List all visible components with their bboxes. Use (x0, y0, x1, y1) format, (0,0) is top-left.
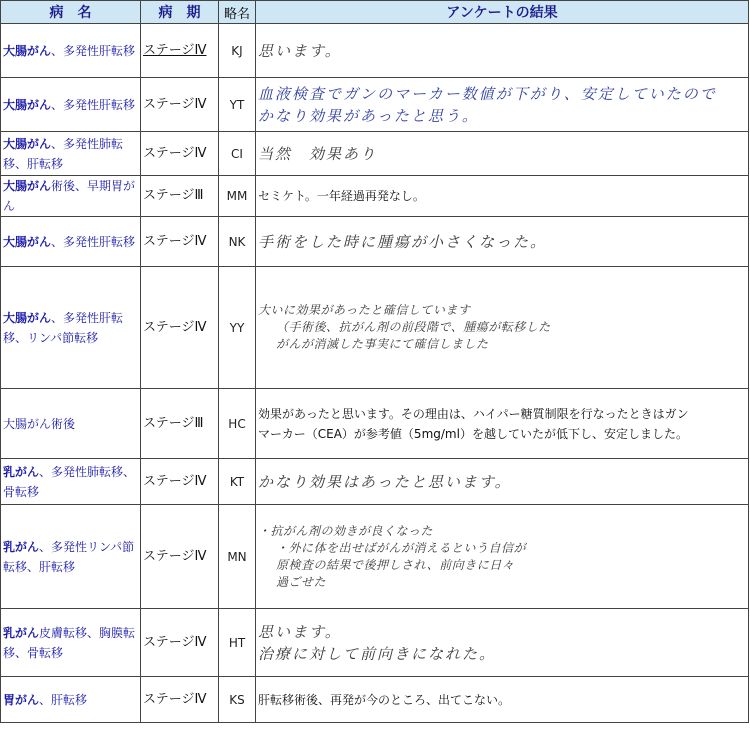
answer-line: ・抗がん剤の効きが良くなった (258, 523, 434, 538)
header-result: アンケートの結果 (256, 1, 749, 24)
disease-main: 大腸がん (3, 43, 52, 58)
disease-main: 大腸がん (3, 310, 52, 325)
answer-cell (256, 505, 749, 609)
disease-cell (1, 176, 141, 217)
disease-cell (1, 677, 141, 723)
abbr-cell: KS (219, 677, 256, 723)
answer-cell (256, 677, 749, 723)
answer-cell (256, 78, 749, 132)
answer-cell (256, 609, 749, 677)
disease-main: 大腸がん (3, 234, 52, 249)
header-row (1, 1, 749, 24)
table-row (1, 24, 749, 78)
answer-line: マーカー（CEA）が参考値（5mg/ml）を越していたが低下し、安定しました。 (258, 426, 688, 441)
answer-cell (256, 176, 749, 217)
answer-line: 思います。 (258, 622, 342, 641)
disease-cell (1, 609, 141, 677)
answer-cell (256, 267, 749, 389)
table-row (1, 132, 749, 176)
answer-line: 当然 効果あり (258, 144, 378, 163)
stage-cell: ステージⅣ (141, 217, 219, 267)
table-row (1, 176, 749, 217)
stage-cell: ステージⅢ (141, 389, 219, 459)
stage-cell: ステージⅣ (141, 677, 219, 723)
disease-cell (1, 505, 141, 609)
disease-main: 乳がん (3, 539, 40, 554)
header-disease: 病 名 (1, 1, 141, 24)
abbr-cell: YY (219, 267, 256, 389)
answer-line: かなり効果があったと思う。 (258, 106, 479, 125)
disease-cell (1, 389, 141, 459)
table-row (1, 677, 749, 723)
disease-detail: 、肝転移 (39, 692, 88, 707)
answer-line: 治療に対して前向きになれた。 (258, 644, 497, 663)
answer-line: 効果があったと思います。その理由は、ハイパー糖質制限を行なったときはガン (258, 406, 689, 421)
answer-line: 原検査の結果で後押しされ、前向きに日々 (276, 557, 515, 572)
stage-cell: ステージⅣ (141, 505, 219, 609)
table-row (1, 505, 749, 609)
disease-detail: 、多発性肺転移、骨転移 (3, 464, 136, 499)
table-row (1, 78, 749, 132)
disease-cell (1, 267, 141, 389)
stage-cell: ステージⅢ (141, 176, 219, 217)
answer-line: かなり効果はあったと思います。 (258, 472, 512, 491)
answer-cell (256, 389, 749, 459)
stage-cell: ステージⅣ (141, 132, 219, 176)
disease-cell (1, 459, 141, 505)
answer-line: 大いに効果があったと確信しています (258, 303, 471, 317)
answer-line: （手術後、抗がん剤の前段階で、腫瘍が転移した (276, 320, 551, 334)
stage-cell: ステージⅣ (141, 459, 219, 505)
disease-main: 大腸がん (3, 136, 52, 151)
answer-line: がんが消滅した事実にて確信しました (276, 337, 489, 351)
stage-cell: ステージⅣ (141, 609, 219, 677)
abbr-cell: HT (219, 609, 256, 677)
disease-main: 胃がん (3, 692, 40, 707)
disease-cell (1, 24, 141, 78)
table-row (1, 267, 749, 389)
table-row (1, 389, 749, 459)
answer-cell (256, 217, 749, 267)
abbr-cell: MM (219, 176, 256, 217)
disease-cell (1, 217, 141, 267)
abbr-cell: MN (219, 505, 256, 609)
disease-main: 乳がん (3, 464, 40, 479)
disease-detail: 、多発性肺転移、肝転移 (3, 136, 124, 171)
answer-line: 思います。 (258, 41, 342, 60)
answer-cell (256, 24, 749, 78)
answer-cell (256, 132, 749, 176)
abbr-cell: KJ (219, 24, 256, 78)
header-abbr: 略名 (219, 1, 256, 24)
table-row (1, 217, 749, 267)
disease-detail: 、多発性肝転移、リンパ節転移 (3, 310, 124, 345)
table-row (1, 609, 749, 677)
disease-detail: 術後、早期胃がん (3, 179, 136, 213)
header-stage: 病 期 (141, 1, 219, 24)
abbr-cell: NK (219, 217, 256, 267)
answer-line: 肝転移術後、再発が今のところ、出てこない。 (258, 692, 511, 707)
answer-line: 血液検査でガンのマーカー数値が下がり、安定していたので (258, 84, 717, 103)
disease-detail: 大腸がん術後 (3, 416, 76, 431)
abbr-cell: KT (219, 459, 256, 505)
disease-main: 大腸がん (3, 179, 52, 193)
answer-line: 過ごせた (276, 574, 327, 589)
disease-main: 大腸がん (3, 97, 52, 112)
answer-line: セミケト。一年経過再発なし。 (258, 189, 425, 203)
abbr-cell: CI (219, 132, 256, 176)
stage-cell: ステージⅣ (141, 78, 219, 132)
answer-line: 手術をした時に腫瘍が小さくなった。 (258, 232, 548, 251)
abbr-cell: YT (219, 78, 256, 132)
table-row (1, 459, 749, 505)
disease-detail: 、多発性肝転移 (51, 97, 136, 112)
stage-cell: ステージⅣ (141, 24, 219, 78)
disease-detail: 、多発性リンパ節転移、肝転移 (3, 539, 135, 574)
disease-main: 乳がん (3, 625, 40, 640)
abbr-cell: HC (219, 389, 256, 459)
disease-cell (1, 132, 141, 176)
disease-cell (1, 78, 141, 132)
answer-line: ・外に体を出せばがんが消えるという自信が (276, 540, 527, 555)
disease-detail: 、多発性肝転移 (51, 234, 136, 249)
disease-detail: 、多発性肝転移 (51, 43, 136, 58)
stage-cell: ステージⅣ (141, 267, 219, 389)
answer-cell (256, 459, 749, 505)
disease-detail: 皮膚転移、胸膜転移、骨転移 (3, 625, 136, 660)
